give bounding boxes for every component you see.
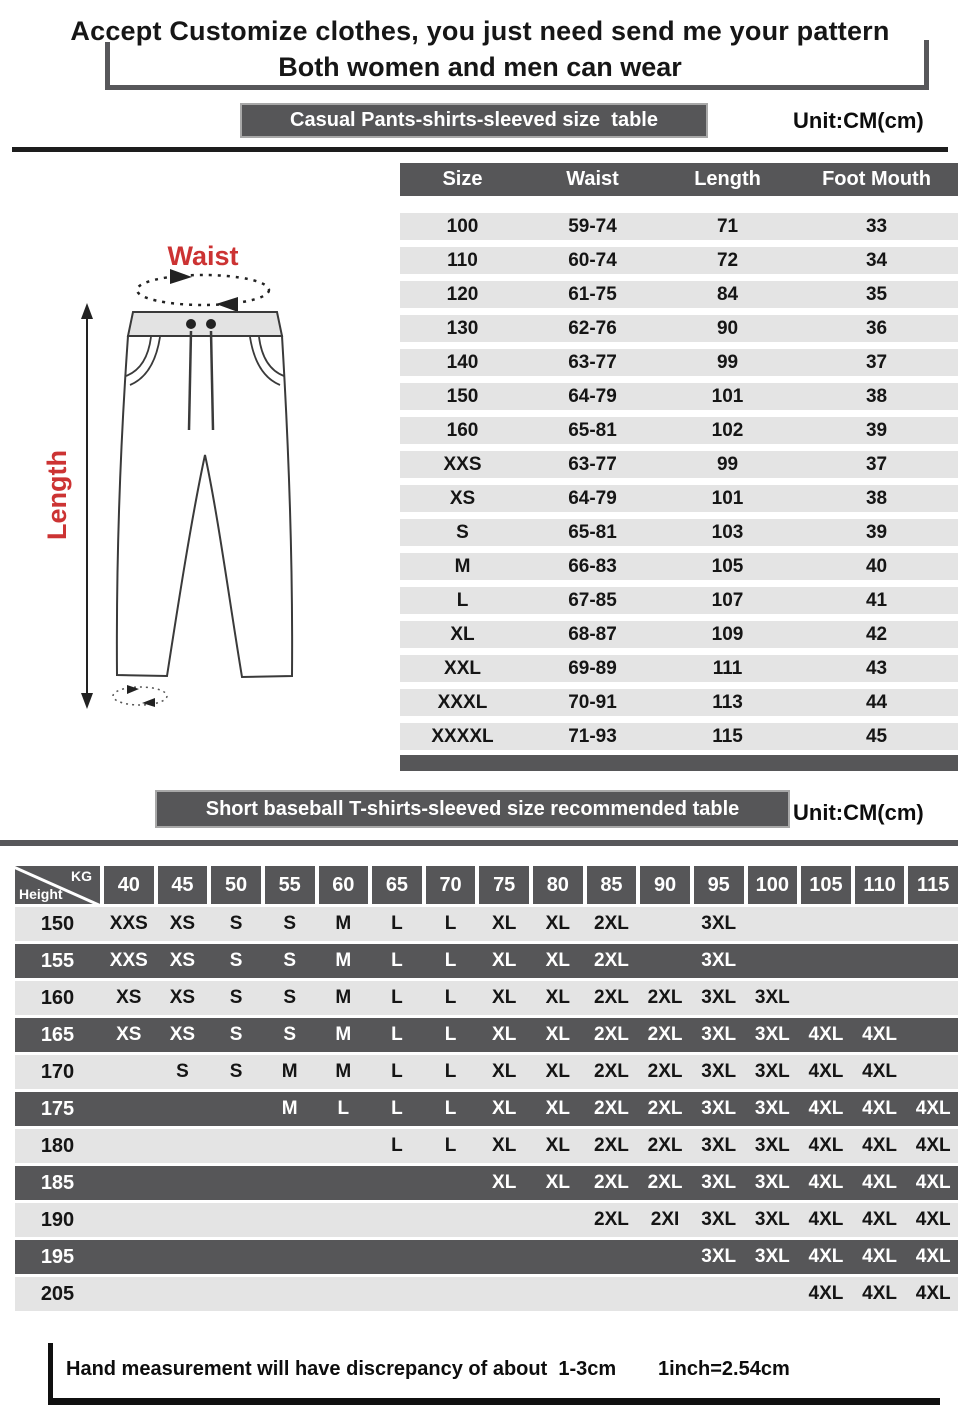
size-cell: S [283, 987, 297, 1008]
pants-table-cell: 99 [716, 351, 739, 373]
height-cell: 175 [40, 1097, 75, 1120]
pants-column-header: Foot Mouth [822, 168, 931, 190]
pants-table-cell: 33 [865, 215, 888, 237]
kg-header-cell: 40 [104, 866, 154, 904]
size-cell: L [444, 987, 457, 1008]
size-cell: XS [169, 913, 196, 934]
size-cell: 2XL [647, 1172, 683, 1193]
matrix-row [15, 1240, 958, 1274]
size-cell: 2XL [594, 1061, 629, 1082]
matrix-row [15, 1055, 958, 1089]
size-cell: XL [492, 1024, 517, 1045]
size-cell: M [335, 987, 352, 1008]
pants-table-cell: 109 [711, 623, 744, 645]
pants-table-cell: 65-81 [568, 521, 617, 543]
size-cell: L [444, 913, 457, 934]
size-cell: XL [492, 1135, 517, 1156]
footer-note: Hand measurement will have discrepancy of about 1-3cm [66, 1358, 617, 1380]
pants-table-row [400, 587, 958, 614]
pants-table-cell: 34 [865, 249, 888, 271]
length-arrow-down-icon [81, 693, 93, 709]
foot-mouth-ellipse [113, 687, 167, 705]
pants-table-cell: 103 [711, 521, 744, 543]
size-cell: 2XI [650, 1209, 680, 1230]
pants-table-cell: XXL [444, 657, 481, 679]
section1-divider [12, 147, 948, 152]
size-cell: XS [169, 1024, 196, 1045]
matrix-row [15, 907, 958, 941]
kg-header-cell: 55 [265, 866, 315, 904]
size-cell: XS [169, 987, 196, 1008]
pants-table-cell: 39 [865, 521, 888, 543]
size-cell: L [444, 1135, 457, 1156]
pants-table-cell: 102 [711, 419, 744, 441]
header-bracket-right [924, 40, 929, 88]
size-cell: 2XL [594, 1172, 629, 1193]
pants-table-cell: 42 [865, 623, 888, 645]
size-cell: 4XL [915, 1246, 951, 1267]
size-cell: L [444, 1098, 457, 1119]
matrix-row [15, 981, 958, 1015]
size-cell: 2XL [594, 1135, 629, 1156]
kg-header-cell: 100 [748, 866, 798, 904]
pants-table-cell: 35 [865, 283, 888, 305]
matrix-body [15, 907, 958, 1311]
matrix-row [15, 1129, 958, 1163]
header-title-line2: Both women and men can wear [278, 52, 682, 82]
size-cell: 2XL [647, 1061, 683, 1082]
height-cell: 180 [40, 1134, 75, 1157]
size-cell: 3XL [754, 1024, 790, 1045]
pants-table-row [400, 621, 958, 648]
size-cell: XS [116, 987, 142, 1008]
kg-header-cell: 110 [855, 866, 905, 904]
size-cell: 4XL [862, 1098, 897, 1119]
pants-table-cell: 38 [865, 487, 888, 509]
size-cell: 2XL [594, 950, 629, 971]
kg-header-cell: 70 [426, 866, 476, 904]
header-title-line1: Accept Customize clothes, you just need send me your pattern [70, 16, 890, 46]
pants-table-row [400, 281, 958, 308]
size-cell: 4XL [862, 1061, 897, 1082]
size-cell: L [391, 913, 403, 934]
size-cell: M [335, 1061, 352, 1082]
size-cell: XL [492, 1061, 517, 1082]
height-cell: 195 [40, 1245, 75, 1268]
size-cell: 2XL [647, 1135, 683, 1156]
kg-header-cell: 50 [211, 866, 261, 904]
size-cell: 4XL [915, 1209, 951, 1230]
pants-table-cell: 115 [712, 725, 743, 747]
section2-unit-label: Unit:CM(cm) [793, 800, 924, 825]
kg-header-cell: 105 [801, 866, 851, 904]
matrix-header-row [15, 866, 958, 904]
size-cell: L [391, 1024, 403, 1045]
size-cell: XL [545, 950, 570, 971]
pants-table-cell: 69-89 [568, 657, 617, 679]
size-cell: 4XL [862, 1283, 897, 1304]
pants-table-cell: 84 [716, 283, 739, 305]
pants-table-header-row [400, 163, 958, 196]
size-cell: 4XL [808, 1172, 844, 1193]
pants-table-cell: 67-85 [568, 589, 617, 611]
size-cell: 2XL [594, 987, 629, 1008]
size-cell: 2XL [594, 1024, 629, 1045]
matrix-row [15, 1277, 958, 1311]
size-cell: L [391, 950, 403, 971]
size-cell: M [335, 950, 352, 971]
pants-table-cell: 113 [712, 691, 743, 713]
size-cell: XL [545, 987, 570, 1008]
pants-table-cell: M [454, 555, 471, 577]
pants-table-cell: 72 [716, 249, 739, 271]
pants-table-cell: 130 [446, 317, 479, 339]
pants-table-cell: 64-79 [568, 385, 617, 407]
matrix-row [15, 1018, 958, 1052]
size-cell: L [444, 1024, 457, 1045]
waist-arrow-left-icon [216, 297, 238, 312]
size-cell: L [391, 1098, 403, 1119]
pants-waistband [128, 312, 282, 336]
pants-table-row [400, 315, 958, 342]
size-cell: 3XL [701, 1135, 737, 1156]
size-cell: 4XL [915, 1135, 951, 1156]
size-cell: L [391, 987, 403, 1008]
size-cell: 3XL [701, 1172, 737, 1193]
pants-table-cell: 160 [446, 419, 479, 441]
size-cell: 4XL [808, 1209, 844, 1230]
size-cell: XL [545, 1135, 570, 1156]
section2-title: Short baseball T-shirts-sleeved size recommended table [205, 797, 740, 820]
kg-header-cell: 75 [479, 866, 529, 904]
pants-table-cell: 59-74 [568, 215, 617, 237]
kg-header-cell: 95 [694, 866, 744, 904]
size-cell: S [283, 950, 297, 971]
waist-label: Waist [167, 241, 239, 271]
size-cell: 3XL [701, 1098, 737, 1119]
height-cell: 170 [40, 1060, 75, 1083]
size-cell: M [335, 913, 352, 934]
kg-header-cell: 60 [319, 866, 369, 904]
kg-header-cell: 90 [640, 866, 690, 904]
pants-table-cell: 37 [865, 453, 888, 475]
kg-header-cell: 115 [908, 866, 958, 904]
pants-table-cell: 39 [865, 419, 888, 441]
size-cell: 4XL [808, 1098, 844, 1119]
footer-conversion: 1inch=2.54cm [658, 1358, 790, 1380]
size-cell: S [229, 913, 243, 934]
pants-table-cell: 43 [865, 657, 888, 679]
length-label: Length [42, 450, 72, 540]
pants-table-cell: 105 [711, 555, 744, 577]
height-cell: 185 [40, 1171, 75, 1194]
recommended-size-matrix [15, 866, 958, 1314]
pants-table-row [400, 553, 958, 580]
height-cell: 150 [40, 912, 75, 935]
size-cell: 4XL [915, 1098, 951, 1119]
pants-table-cell: 37 [865, 351, 888, 373]
drawstring-dot-left [186, 319, 196, 329]
size-cell: XL [545, 1061, 570, 1082]
pants-table-cell: 140 [446, 351, 479, 373]
size-cell: L [391, 1061, 403, 1082]
pants-table-row [400, 451, 958, 478]
matrix-row [15, 1203, 958, 1237]
size-cell: 2XL [594, 1098, 629, 1119]
size-cell: 3XL [754, 1246, 790, 1267]
pants-size-table [400, 163, 958, 771]
size-cell: 4XL [915, 1283, 951, 1304]
pants-table-row [400, 655, 958, 682]
section1-title-bar [240, 103, 708, 138]
section2-title-bar [155, 790, 790, 828]
size-cell: S [283, 1024, 297, 1045]
height-cell: 190 [40, 1208, 75, 1231]
pants-table-cell: L [456, 589, 469, 611]
kg-header-cell: 85 [587, 866, 637, 904]
size-cell: 2XL [594, 913, 629, 934]
size-cell: S [229, 1061, 243, 1082]
pants-table-row [400, 349, 958, 376]
size-cell: XS [116, 1024, 142, 1045]
size-cell: 3XL [701, 950, 737, 971]
size-cell: S [283, 913, 297, 934]
size-cell: M [281, 1061, 298, 1082]
size-cell: L [391, 1135, 403, 1156]
pants-table-cell: 90 [716, 317, 739, 339]
size-cell: L [444, 950, 457, 971]
pants-table-row [400, 519, 958, 546]
matrix-row [15, 1166, 958, 1200]
size-cell: 4XL [862, 1024, 897, 1045]
pants-table-cell: 71 [716, 215, 739, 237]
corner-kg-label: KG [71, 868, 92, 884]
pants-table-row [400, 485, 958, 512]
size-cell: 3XL [754, 987, 790, 1008]
size-cell: XL [545, 1024, 570, 1045]
size-cell: S [229, 1024, 243, 1045]
size-cell: M [281, 1098, 298, 1119]
size-cell: 4XL [808, 1061, 844, 1082]
size-cell: L [337, 1098, 350, 1119]
pants-table-cell: S [456, 521, 469, 543]
pants-table-cell: 40 [865, 555, 888, 577]
pants-table-cell: 71-93 [568, 725, 617, 747]
size-cell: L [444, 1061, 457, 1082]
pants-table-cell: 65-81 [568, 419, 617, 441]
pants-table-cell: 99 [716, 453, 739, 475]
size-cell: 4XL [808, 1135, 844, 1156]
size-cell: 2XL [594, 1209, 629, 1230]
size-cell: XL [492, 950, 517, 971]
pants-table-cell: 63-77 [568, 351, 617, 373]
size-cell: 2XL [647, 987, 683, 1008]
pants-table-cell: 66-83 [568, 555, 617, 577]
pants-table-cell: XXS [443, 453, 482, 475]
pants-column-header: Length [694, 168, 761, 190]
size-cell: 4XL [862, 1246, 897, 1267]
size-cell: 3XL [754, 1098, 790, 1119]
pants-table-cell: XXXL [437, 691, 488, 713]
size-cell: 3XL [754, 1209, 790, 1230]
matrix-row [15, 1092, 958, 1126]
pants-table-row [400, 213, 958, 240]
size-cell: XXS [109, 950, 148, 971]
foot-mouth-arrow-right-icon [127, 685, 139, 694]
size-cell: 3XL [754, 1061, 790, 1082]
pants-table-cell: 45 [865, 725, 888, 747]
size-cell: 3XL [701, 1209, 737, 1230]
matrix-row [15, 944, 958, 978]
pants-table-cell: 101 [711, 487, 744, 509]
length-arrow-up-icon [81, 303, 93, 319]
pants-table-cell: 38 [865, 385, 888, 407]
pants-table-bottom-bar [400, 755, 958, 771]
pants-table-cell: 111 [712, 657, 743, 679]
corner-height-label: Height [19, 886, 63, 902]
size-cell: 3XL [701, 913, 737, 934]
pants-table-cell: 68-87 [568, 623, 617, 645]
size-cell: M [335, 1024, 352, 1045]
size-cell: XS [169, 950, 196, 971]
size-cell: 2XL [647, 1024, 683, 1045]
size-cell: 3XL [754, 1172, 790, 1193]
size-cell: S [176, 1061, 189, 1082]
pants-table-cell: 70-91 [568, 691, 617, 713]
size-cell: XL [492, 913, 517, 934]
size-cell: 3XL [754, 1135, 790, 1156]
size-cell: 3XL [701, 1246, 737, 1267]
pants-column-header: Waist [566, 168, 619, 190]
kg-header-cell: 45 [158, 866, 208, 904]
size-cell: XL [492, 1172, 517, 1193]
size-cell: XXS [109, 913, 148, 934]
size-cell: S [229, 950, 243, 971]
size-cell: 3XL [701, 1061, 737, 1082]
pants-table-cell: 60-74 [568, 249, 617, 271]
pants-column-header: Size [442, 168, 483, 190]
pants-table-cell: XS [449, 487, 476, 509]
pants-table-cell: XL [450, 623, 475, 645]
footer-left-bar [48, 1343, 53, 1405]
size-cell: 4XL [862, 1135, 897, 1156]
pants-table-cell: 64-79 [568, 487, 617, 509]
pants-table-cell: XXXXL [431, 725, 494, 747]
header-bracket-bottom [105, 85, 929, 90]
pants-table-cell: 120 [446, 283, 479, 305]
section2-divider [0, 840, 958, 846]
size-cell: 4XL [862, 1209, 897, 1230]
size-cell: 4XL [808, 1024, 844, 1045]
pants-table-cell: 107 [711, 589, 744, 611]
footer-bottom-bar [48, 1398, 940, 1405]
pants-table-row [400, 689, 958, 716]
section1-unit-label: Unit:CM(cm) [793, 108, 924, 133]
height-cell: 165 [40, 1023, 75, 1046]
size-cell: 4XL [915, 1172, 951, 1193]
size-cell: 4XL [808, 1283, 844, 1304]
waist-arrow-right-icon [170, 269, 192, 284]
size-cell: 2XL [647, 1098, 683, 1119]
pants-table-body [400, 213, 958, 750]
size-cell: 4XL [808, 1246, 844, 1267]
pants-table-row [400, 417, 958, 444]
drawstring-dot-right [206, 319, 216, 329]
size-cell: 3XL [701, 1024, 737, 1045]
waist-ellipse [137, 275, 269, 305]
pants-table-cell: 63-77 [568, 453, 617, 475]
pants-table-cell: 110 [447, 249, 478, 271]
pants-table-cell: 61-75 [568, 283, 617, 305]
size-cell: XL [545, 913, 570, 934]
pants-table-cell: 100 [446, 215, 479, 237]
pants-table-cell: 150 [446, 385, 479, 407]
pants-outline [117, 336, 292, 677]
pants-table-cell: 36 [865, 317, 888, 339]
pants-measurement-diagram [20, 205, 390, 765]
size-cell: 3XL [701, 987, 737, 1008]
section1-title: Casual Pants-shirts-sleeved size table [290, 109, 658, 131]
pants-table-cell: 44 [865, 691, 888, 713]
height-cell: 155 [40, 949, 75, 972]
pants-table-row [400, 247, 958, 274]
height-cell: 160 [40, 986, 75, 1009]
size-cell: XL [545, 1098, 570, 1119]
pants-table-row [400, 383, 958, 410]
pants-table-cell: 62-76 [568, 317, 617, 339]
pants-table-cell: 101 [711, 385, 744, 407]
pants-table-cell: 41 [865, 589, 888, 611]
size-cell: XL [545, 1172, 570, 1193]
kg-header-cell: 80 [533, 866, 583, 904]
kg-header-cell: 65 [372, 866, 422, 904]
size-cell: 4XL [862, 1172, 897, 1193]
size-cell: S [229, 987, 243, 1008]
pants-table-row [400, 723, 958, 750]
matrix-corner-cell [15, 866, 100, 904]
height-cell: 205 [40, 1282, 75, 1305]
size-cell: XL [492, 987, 517, 1008]
size-cell: XL [492, 1098, 517, 1119]
